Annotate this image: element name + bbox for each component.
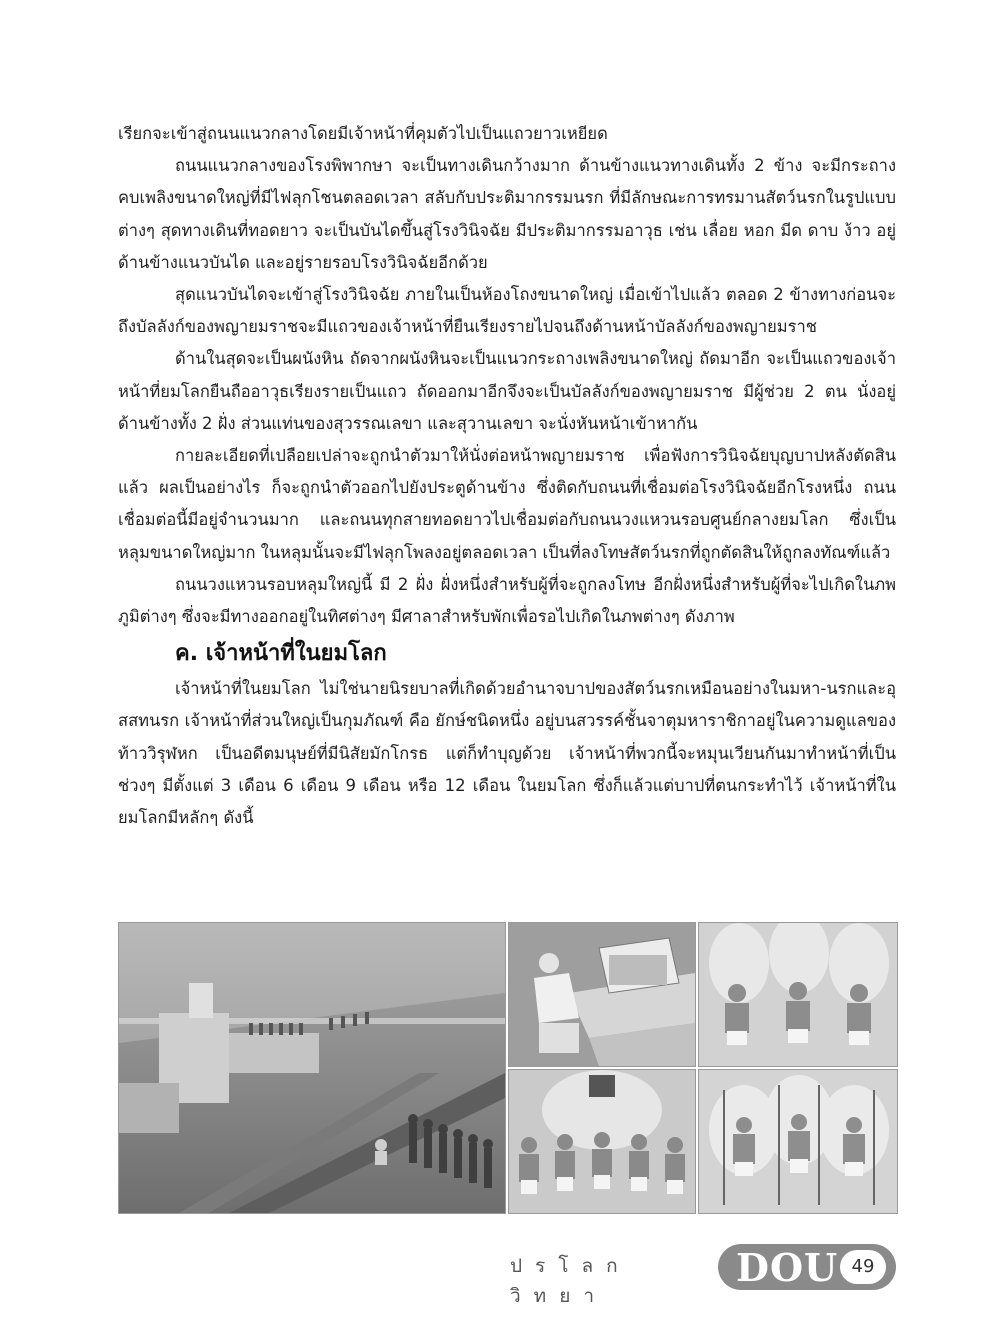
body-text xyxy=(118,118,896,834)
judgement-hall-image xyxy=(119,923,505,1213)
section-paragraph: เจ้าหน้าที่ในยมโลก ไม่ใช่นายนิรยบาลที่เกิดด้วยอำนาจบาปของสัตว์นรกเหมือนอย่างในมหา-นรกและอุสสทนรก เจ้าหน้าที่ส่วนใหญ่เป็นกุมภัณฑ์ คือ ยักษ์ชนิดหนึ่ง อยู่บนสวรรค์ชั้นจาตุมหาราชิกาอยู่ในความดูแลของท้าววิรุฬหก เป็นอดีตมนุษย์ที่มีนิสัยมักโกรธ แต่ก็ทำบุญด้วย เจ้าหน้าที่พวกนี้จะหมุนเวียนกันมาทำหน้าที่เป็นช่วงๆ มีตั้งแต่ 3 เดือน 6 เดือน 9 เดือน หรือ 12 เดือน ในยมโลก ซึ่งก็แล้วแต่บาปที่ตนกระทำไว้ เจ้าหน้าที่ในยมโลกมีหลักๆ ดังนี้ xyxy=(118,679,896,828)
guards-illustration-1 xyxy=(698,922,898,1067)
scribe-illustration xyxy=(508,922,696,1067)
scribe-image xyxy=(509,923,695,1066)
guards-image-1 xyxy=(699,923,897,1066)
judgement-hall-illustration xyxy=(118,922,506,1214)
section-heading: ค. เจ้าหน้าที่ในยมโลก xyxy=(175,641,387,667)
paragraph-1: เรียกจะเข้าสู่ถนนแนวกลางโดยมีเจ้าหน้าที่คุมตัวไปเป็นแถวยาวเหยียด xyxy=(118,124,608,143)
dou-logo xyxy=(718,1244,896,1290)
paragraph-2: ถนนแนวกลางของโรงพิพากษา จะเป็นทางเดินกว้างมาก ด้านข้างแนวทางเดินทั้ง 2 ข้าง จะมีกระถางคบเพลิงขนาดใหญ่ที่มีไฟลุกโชนตลอดเวลา สลับกับประติมากรรมนรก ที่มีลักษณะการทรมานสัตว์นรกในรูปแบบต่างๆ สุดทางเดินที่ทอดยาว จะเป็นบันไดขึ้นสู่โรงวินิจฉัย มีประติมากรรมอาวุธ เช่น เลื่อย หอก มีด ดาบ ง้าว อยู่ด้านข้างแนวบันได และอยู่รายรอบโรงวินิจฉัยอีกด้วย xyxy=(118,156,896,272)
guards-illustration-3 xyxy=(698,1069,898,1214)
guards-illustration-2 xyxy=(508,1069,696,1214)
guards-image-3 xyxy=(699,1070,897,1213)
paragraph-3: สุดแนวบันไดจะเข้าสู่โรงวินิจฉัย ภายในเป็นห้องโถงขนาดใหญ่ เมื่อเข้าไปแล้ว ตลอด 2 ข้างทางก่อนจะถึงบัลลังก์ของพญายมราชจะมีแถวของเจ้าหน้าที่ยืนเรียงรายไปจนถึงด้านหน้าบัลลังก์ของพญายมราช xyxy=(118,285,896,337)
guards-image-2 xyxy=(509,1070,695,1213)
dou-logo-text: DOU xyxy=(736,1245,839,1290)
paragraph-5: กายละเอียดที่เปลือยเปล่าจะถูกนำตัวมาให้นั่งต่อหน้าพญายมราช เพื่อฟังการวินิจฉัยบุญบาปหลังตัดสินแล้ว ผลเป็นอย่างไร ก็จะถูกนำตัวออกไปยังประตูด้านข้าง ซึ่งติดกับถนนที่เชื่อมต่อโรงวินิจฉัยอีกโรงหนึ่ง ถนนเชื่อมต่อนี้มีอยู่จำนวนมาก และถนนทุกสายทอดยาวไปเชื่อมต่อกับถนนวงแหวนรอบศูนย์กลางยมโลก ซึ่งเป็นหลุมขนาดใหญ่มาก ในหลุมนั้นจะมีไฟลุกโพลงอยู่ตลอดเวลา เป็นที่ลงโทษสัตว์นรกที่ถูกตัดสินให้ถูกลงทัณฑ์แล้ว xyxy=(118,446,896,562)
page-number: 49 xyxy=(840,1250,886,1284)
paragraph-4: ด้านในสุดจะเป็นผนังหิน ถัดจากผนังหินจะเป็นแนวกระถางเพลิงขนาดใหญ่ ถัดมาอีก จะเป็นแถวของเจ้าหน้าที่ยมโลกยืนถืออาวุธเรียงรายเป็นแถว ถัดออกมาอีกจึงจะเป็นบัลลังก์ของพญายมราช มีผู้ช่วย 2 ตน นั่งอยู่ด้านข้างทั้ง 2 ฝั่ง ส่วนแท่นของสุวรรณเลขา และสุวานเลขา จะนั่งหันหน้าเข้าหากัน xyxy=(118,349,896,433)
paragraph-6: ถนนวงแหวนรอบหลุมใหญ่นี้ มี 2 ฝั่ง ฝั่งหนึ่งสำหรับผู้ที่จะถูกลงโทษ อีกฝั่งหนึ่งสำหรับผู้ที่จะไปเกิดในภพภูมิต่างๆ ซึ่งจะมีทางออกอยู่ในทิศต่างๆ มีศาลาสำหรับพักเพื่อรอไปเกิดในภพต่างๆ ดังภาพ xyxy=(118,574,896,627)
footer-book-title: ปรโลกวิทยา xyxy=(510,1255,631,1307)
